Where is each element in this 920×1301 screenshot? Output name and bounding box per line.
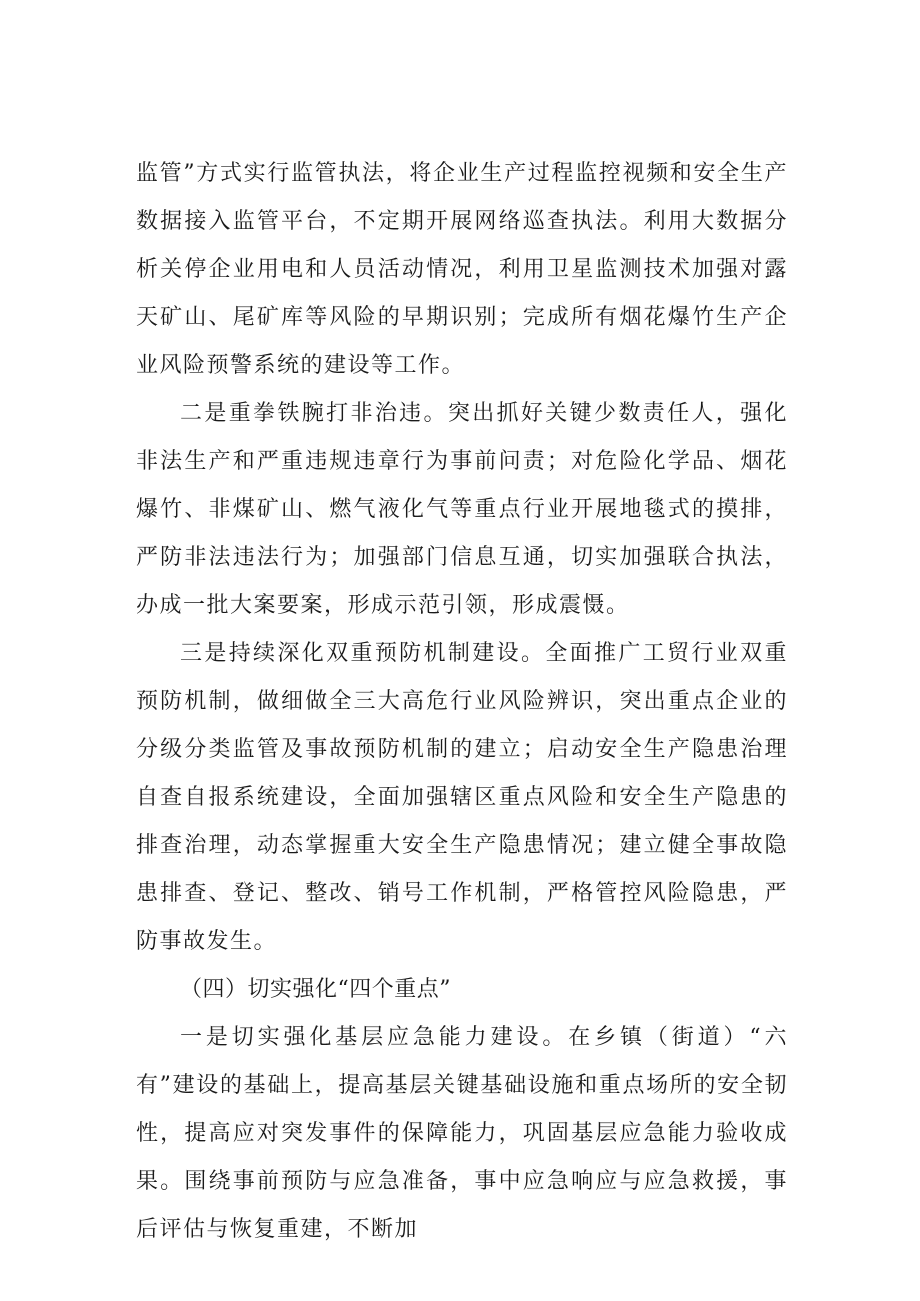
paragraph-dual-prevention: 三是持续深化双重预防机制建设。全面推广工贸行业双重预防机制，做细做全三大高危行业风险辨识，突出重点企业的分级分类监管及事故预防机制的建立；启动安全生产隐患治理自查自报系统建设，全面加强辖区重点风险和安全生产隐患的排查治理，动态掌握重大安全生产隐患情况；建立健全事故隐患排查、登记、整改、销号工作机制，严格管控风险隐患，严防事故发生。 bbox=[136, 641, 788, 954]
paragraph-crackdown: 二是重拳铁腕打非治违。突出抓好关键少数责任人，强化非法生产和严重违规违章行为事前问责；对危险化学品、烟花爆竹、非煤矿山、燃气液化气等重点行业开展地毯式的摸排，严防非法违法行为；加强部门信息互通，切实加强联合执法，办成一批大案要案，形成示范引领，形成震慑。 bbox=[136, 401, 788, 618]
section-heading: （四）切实强化“四个重点” bbox=[180, 977, 451, 1002]
paragraph-continued: 监管”方式实行监管执法，将企业生产过程监控视频和安全生产数据接入监管平台，不定期开展网络巡查执法。利用大数据分析关停企业用电和人员活动情况，利用卫星监测技术加强对露天矿山、尾矿库等风险的早期识别；完成所有烟花爆竹生产企业风险预警系统的建设等工作。 bbox=[136, 161, 788, 378]
paragraph-grassroots-emergency: 一是切实强化基层应急能力建设。在乡镇（街道）“六有”建设的基础上，提高基层关键基础设施和重点场所的安全韧性，提高应对突发事件的保障能力，巩固基层应急能力验收成果。围绕事前预防与应急准备，事中应急响应与应急救援，事后评估与恢复重建，不断加 bbox=[136, 1025, 788, 1242]
document-body bbox=[136, 150, 788, 1254]
